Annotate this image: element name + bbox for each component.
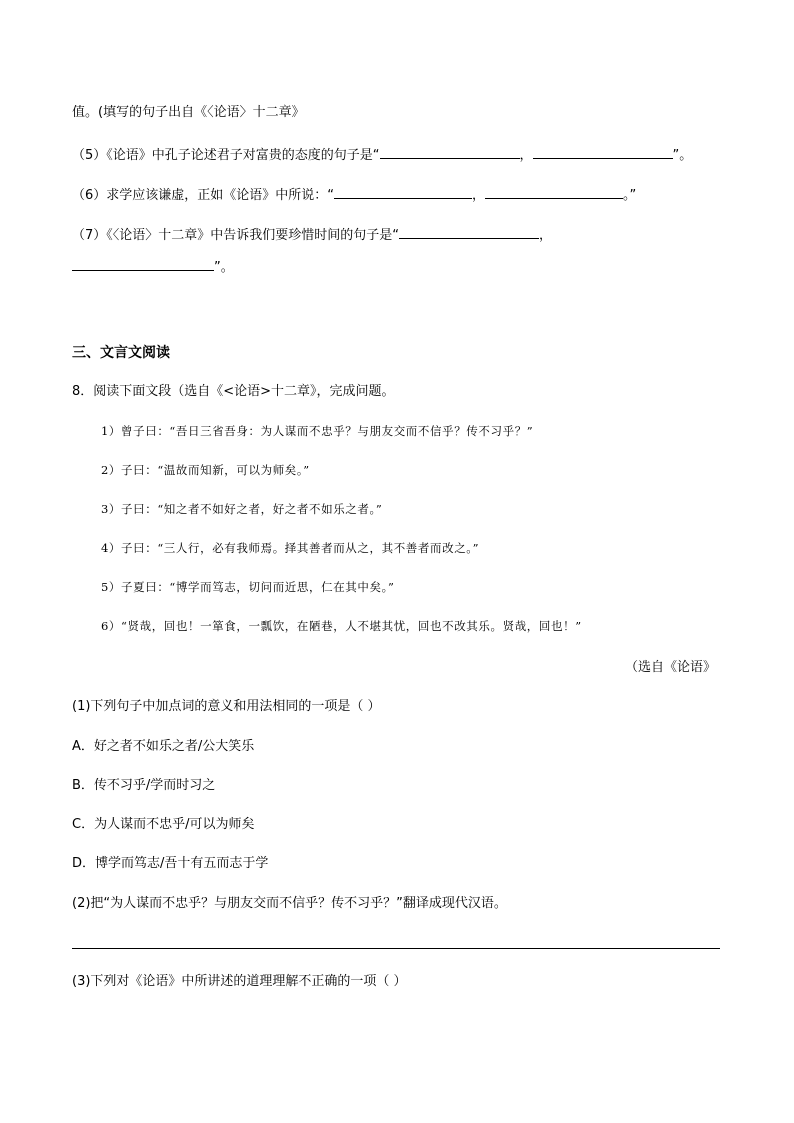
q5-separator: ， [519, 148, 533, 163]
q7-answer-blank-1[interactable] [399, 224, 539, 239]
question-6 [72, 184, 636, 205]
intro-text: 值。(填写的句子出自《〈论语〉十二章》 [72, 105, 305, 120]
passage-2: 2）子曰：“温故而知新，可以为师矣。” [101, 463, 310, 477]
passage-3: 3）子曰：“知之者不如好之者，好之者不如乐之者。” [101, 502, 383, 516]
answer-line[interactable] [72, 948, 720, 949]
q5-answer-blank-1[interactable] [380, 144, 520, 159]
question-7 [72, 224, 552, 245]
passage-5: 5）子夏曰：“博学而笃志，切问而近思，仁在其中矣。” [101, 580, 395, 594]
passage-source: （选自《论语》 [624, 660, 716, 675]
q5-prefix: （5）《论语》中孔子论述君子对富贵的态度的句子是“ [72, 148, 380, 163]
q5-answer-blank-2[interactable] [533, 144, 673, 159]
q7-prefix: （7）《〈论语〉十二章》中告诉我们要珍惜时间的句子是“ [72, 228, 400, 243]
q7-suffix: ”。 [214, 260, 234, 275]
passage-4: 4）子曰：“三人行，必有我师焉。择其善者而从之，其不善者而改之。” [101, 541, 480, 555]
q6-answer-blank-2[interactable] [485, 184, 623, 199]
question-7-continued [72, 256, 234, 277]
sub-question-2: (2)把“为人谋而不忠乎？与朋友交而不信乎？传不习乎？”翻译成现代汉语。 [72, 896, 507, 911]
q6-prefix: （6）求学应该谦虚，正如《论语》中所说：“ [72, 188, 335, 203]
q5-suffix: ”。 [672, 148, 693, 163]
question-5 [72, 144, 692, 165]
option-a[interactable]: A．好之者不如乐之者/公大笑乐 [72, 739, 255, 754]
option-b[interactable]: B．传不习乎/学而时习之 [72, 778, 216, 793]
question-8-intro: 8．阅读下面文段（选自《<论语>十二章》，完成问题。 [72, 384, 395, 399]
text-line-intro [72, 104, 305, 122]
section-heading: 三、文言文阅读 [72, 345, 170, 361]
sub-question-3: (3)下列对《论语》中所讲述的道理理解不正确的一项（ ） [72, 974, 407, 989]
option-d[interactable]: D．博学而笃志/吾十有五而志于学 [72, 856, 269, 871]
sub-question-1: (1)下列句子中加点词的意义和用法相同的一项是（ ） [72, 699, 381, 714]
q6-suffix: 。” [623, 188, 637, 203]
q7-separator: ， [539, 228, 553, 243]
option-c[interactable]: C．为人谋而不忠乎/可以为师矣 [72, 817, 255, 832]
q6-answer-blank-1[interactable] [334, 184, 472, 199]
q6-separator: ， [472, 188, 486, 203]
passage-1: 1）曾子曰：“吾日三省吾身：为人谋而不忠乎？与朋友交而不信乎？传不习乎？” [101, 424, 534, 438]
q7-answer-blank-2[interactable] [72, 256, 214, 271]
passage-6: 6）“贤哉，回也！一箪食，一瓢饮，在陋巷，人不堪其忧，回也不改其乐。贤哉，回也！” [101, 619, 582, 633]
